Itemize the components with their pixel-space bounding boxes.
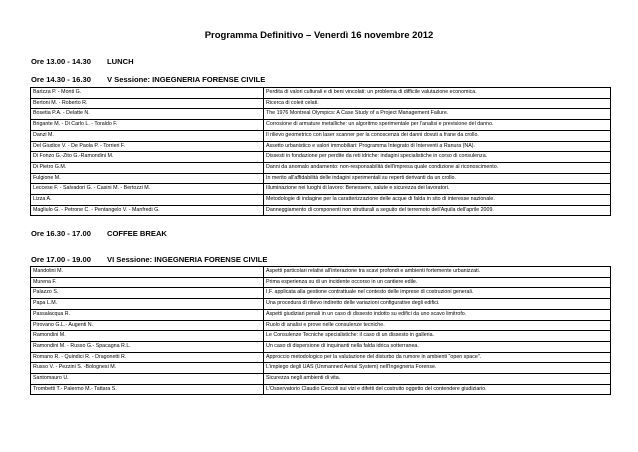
authors-cell: Leccese F. - Salvadori G. - Casini M. - Bertozzi M. xyxy=(31,184,264,195)
talk-title-cell: Prima esperienza su di un incidente occorso in un cantiere edile. xyxy=(264,277,611,288)
table-row xyxy=(31,352,611,363)
talk-title-cell: Approccio metodologico per la valutazione del disturbo da rumore in ambienti "open space". xyxy=(264,352,611,363)
table-row xyxy=(31,267,611,278)
table-row xyxy=(31,173,611,184)
talk-title-cell: Aspetti giudiziari penali in un caso di dissesto indotto su edifici da uno scavo limitrofo. xyxy=(264,309,611,320)
talk-title-cell: Una procedura di rilievo indiretto delle variazioni configurative degli edifici. xyxy=(264,299,611,310)
talk-title-cell: Danneggiamento di componenti non strutturali a seguito del terremoto dell'Aquila dell'aprile 2009. xyxy=(264,205,611,216)
authors-cell: Passalacqua R. xyxy=(31,309,264,320)
session-label: VI Sessione: INGEGNERIA FORENSE CIVILE xyxy=(107,255,268,264)
talk-title-cell: Il rilievo geometrico con laser scanner per la conoscenza dei danni dovuti a frane da crollo. xyxy=(264,130,611,141)
session-coffee-break xyxy=(31,229,167,238)
session-lunch xyxy=(31,57,134,66)
authors-cell: Lizza A. xyxy=(31,195,264,206)
authors-cell: Romano R. - Quindici R. - Dragonetti R. xyxy=(31,352,264,363)
session-time: Ore 16.30 - 17.00 xyxy=(31,229,91,238)
table-row xyxy=(31,320,611,331)
authors-cell: Fulgione M. xyxy=(31,173,264,184)
authors-cell: Brigante M. - Di Carlo L. - Toraldo F. xyxy=(31,120,264,131)
table-row xyxy=(31,162,611,173)
talk-title-cell: Un caso di dispersione di inquinanti nella falda idrica sotterranea. xyxy=(264,341,611,352)
talk-title-cell: Illuminazione nei luoghi di lavoro: Benessere, salute e sicurezza dei lavoratori. xyxy=(264,184,611,195)
table-row xyxy=(31,331,611,342)
session-label: LUNCH xyxy=(107,57,134,66)
table-row xyxy=(31,130,611,141)
table-row xyxy=(31,309,611,320)
talk-title-cell: Corrosione di armature metalliche: un algoritmo sperimentale per l'analisi e previsione del danno. xyxy=(264,120,611,131)
authors-cell: Trombetti T.- Palermo M.- Tattara S. xyxy=(31,384,264,395)
table-row xyxy=(31,299,611,310)
talk-title-cell: In merito all'affidabilità delle indagini sperimentali su reperti derivanti da un crollo. xyxy=(264,173,611,184)
session-time: Ore 14.30 - 16.30 xyxy=(31,75,91,84)
session-vi-table xyxy=(30,266,611,395)
session-time: Ore 17.00 - 19.00 xyxy=(31,255,91,264)
authors-cell: Bertoni M. - Roberto R. xyxy=(31,98,264,109)
talk-title-cell: Metodologie di indagine per la caratterizzazione delle acque di falda in sito di interesse nazionale. xyxy=(264,195,611,206)
session-v-header xyxy=(31,75,265,84)
table-row xyxy=(31,141,611,152)
authors-cell: Mandolini M. xyxy=(31,267,264,278)
talk-title-cell: Ruolo di analisi e prove nelle consulenze tecniche. xyxy=(264,320,611,331)
talk-title-cell: Le Consulenze Tecniche specialistiche: il caso di un dissesto in galleria. xyxy=(264,331,611,342)
session-v-table xyxy=(30,87,611,216)
session-label: V Sessione: INGEGNERIA FORENSE CIVILE xyxy=(107,75,266,84)
table-row xyxy=(31,109,611,120)
authors-cell: Del Giudice V. - De Paola P. - Torrieri F. xyxy=(31,141,264,152)
authors-cell: Barizza P. - Monti G. xyxy=(31,88,264,99)
talk-title-cell: The 1976 Montreal Olympics: A Case Study of a Project Management Failure. xyxy=(264,109,611,120)
table-row xyxy=(31,120,611,131)
table-row xyxy=(31,205,611,216)
talk-title-cell: Dissesti in fondazione per perdite da reti idriche: indagini specialistiche in corso di consulenza. xyxy=(264,152,611,163)
authors-cell: Papa L.M. xyxy=(31,299,264,310)
table-row xyxy=(31,98,611,109)
authors-cell: Magliulo G. - Petrone C. - Pentangelo V. - Manfredi G. xyxy=(31,205,264,216)
authors-cell: Di Fonzo G.-Zito G.-Ramondini M. xyxy=(31,152,264,163)
session-vi-header xyxy=(31,255,268,264)
authors-cell: Di Pietro G.M. xyxy=(31,162,264,173)
talk-title-cell: I.F. applicata alla gestione contrattuale nel contesto delle imprese di costruzioni generali. xyxy=(264,288,611,299)
table-row xyxy=(31,374,611,385)
talk-title-cell: Assetto urbanistico e valori immobiliari: Programma Integrato di Interventi a Ranura (NA). xyxy=(264,141,611,152)
table-row xyxy=(31,184,611,195)
authors-cell: Palazzo S. xyxy=(31,288,264,299)
table-row xyxy=(31,288,611,299)
table-row xyxy=(31,341,611,352)
authors-cell: Danzi M. xyxy=(31,130,264,141)
session-label: COFFEE BREAK xyxy=(107,229,167,238)
authors-cell: Ramondini M. - Russo G.- Spacagna R.L. xyxy=(31,341,264,352)
talk-title-cell: Ricerca di coleit celati. xyxy=(264,98,611,109)
talk-title-cell: Danni da anomalo andamento: non-responsabilità dell'impresa quale condizione al riconoscimento. xyxy=(264,162,611,173)
table-row xyxy=(31,88,611,99)
authors-cell: Pirovano G.L.- Augenti N. xyxy=(31,320,264,331)
table-row xyxy=(31,384,611,395)
authors-cell: Russo V. - Pezzini S. -Bolognesi M. xyxy=(31,363,264,374)
talk-title-cell: Perdita di valori culturali e di beni vincolati: un problema di difficile valutazione economica. xyxy=(264,88,611,99)
table-row xyxy=(31,277,611,288)
table-row xyxy=(31,363,611,374)
talk-title-cell: L'impiego degli UAS (Unmanned Aerial System) nell'Ingegneria Forense. xyxy=(264,363,611,374)
session-time: Ore 13.00 - 14.30 xyxy=(31,57,91,66)
table-row xyxy=(31,195,611,206)
page-title: Programma Definitivo – Venerdì 16 novembre 2012 xyxy=(204,30,434,41)
table-row xyxy=(31,152,611,163)
talk-title-cell: L'Osservatorio Claudio Ceccoli sui vizi e difetti del costruito oggetto del contendere giudiziario. xyxy=(264,384,611,395)
authors-cell: Santomauro U. xyxy=(31,374,264,385)
authors-cell: Ramondini M. xyxy=(31,331,264,342)
talk-title-cell: Aspetti particolari relativi all'interazione tra scavi profondi e ambienti fortemente urbanizzati. xyxy=(264,267,611,278)
talk-title-cell: Sicurezza negli ambienti di vita. xyxy=(264,374,611,385)
authors-cell: Bosetia P.A. - Delatte N. xyxy=(31,109,264,120)
authors-cell: Murena F. xyxy=(31,277,264,288)
